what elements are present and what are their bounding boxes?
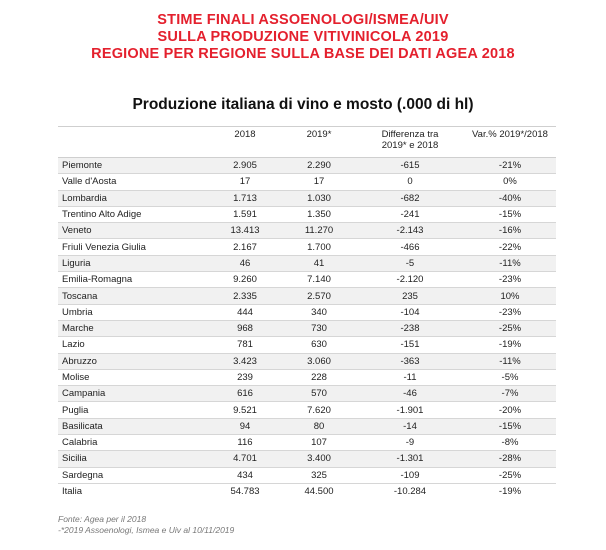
value-2019-cell: 17 [282,174,356,190]
value-2019-cell: 570 [282,386,356,402]
table-row [58,418,556,434]
table-row [58,158,556,174]
value-2019-cell: 2.570 [282,288,356,304]
value-2018-cell: 2.905 [208,158,282,174]
value-2019-cell: 3.400 [282,451,356,467]
variation-cell: -19% [464,483,556,499]
difference-cell: -466 [356,239,464,255]
difference-cell: -1.301 [356,451,464,467]
column-header-region [58,127,208,158]
table-row [58,386,556,402]
table-row [58,223,556,239]
value-2018-cell: 2.335 [208,288,282,304]
table-row [58,239,556,255]
variation-cell: -5% [464,369,556,385]
difference-cell: -2.120 [356,272,464,288]
region-cell: Molise [58,369,208,385]
value-2018-cell: 17 [208,174,282,190]
value-2018-cell: 94 [208,418,282,434]
region-cell: Veneto [58,223,208,239]
value-2018-cell: 781 [208,337,282,353]
region-cell: Piemonte [58,158,208,174]
difference-cell: -1.901 [356,402,464,418]
table-row [58,402,556,418]
difference-cell: -14 [356,418,464,434]
difference-cell: -46 [356,386,464,402]
value-2019-cell: 1.350 [282,206,356,222]
variation-cell: -40% [464,190,556,206]
region-cell: Emilia-Romagna [58,272,208,288]
value-2018-cell: 9.260 [208,272,282,288]
difference-cell: -104 [356,304,464,320]
value-2019-cell: 325 [282,467,356,483]
variation-cell: -20% [464,402,556,418]
variation-cell: -21% [464,158,556,174]
table-row [58,320,556,336]
table-row [58,353,556,369]
value-2019-cell: 730 [282,320,356,336]
value-2019-cell: 11.270 [282,223,356,239]
value-2018-cell: 444 [208,304,282,320]
value-2019-cell: 1.700 [282,239,356,255]
header-line-1: STIME FINALI ASSOENOLOGI/ISMEA/UIV [157,12,449,28]
footer-note: -*2019 Assoenologi, Ismea e Uiv al 10/11/2019 [58,524,235,535]
value-2019-cell: 44.500 [282,483,356,499]
difference-cell: -9 [356,435,464,451]
region-cell: Valle d'Aosta [58,174,208,190]
variation-cell: 0% [464,174,556,190]
value-2019-cell: 1.030 [282,190,356,206]
variation-cell: -7% [464,386,556,402]
table-row [58,190,556,206]
footer-notes [58,514,234,535]
value-2018-cell: 13.413 [208,223,282,239]
report-header [0,12,606,63]
variation-cell: 10% [464,288,556,304]
value-2018-cell: 434 [208,467,282,483]
difference-cell: -5 [356,255,464,271]
value-2018-cell: 1.591 [208,206,282,222]
table-body [58,158,556,500]
region-cell: Sardegna [58,467,208,483]
region-cell: Abruzzo [58,353,208,369]
variation-cell: -28% [464,451,556,467]
table-row [58,288,556,304]
region-cell: Basilicata [58,418,208,434]
value-2019-cell: 2.290 [282,158,356,174]
difference-cell: -10.284 [356,483,464,499]
value-2018-cell: 2.167 [208,239,282,255]
variation-cell: -23% [464,304,556,320]
difference-cell: -151 [356,337,464,353]
table-row [58,337,556,353]
region-cell: Trentino Alto Adige [58,206,208,222]
region-cell: Liguria [58,255,208,271]
table-row-total [58,483,556,499]
region-cell: Lombardia [58,190,208,206]
difference-cell: -238 [356,320,464,336]
value-2018-cell: 54.783 [208,483,282,499]
value-2019-cell: 630 [282,337,356,353]
column-header-variation: Var.% 2019*/2018 [464,127,556,158]
region-cell: Toscana [58,288,208,304]
region-cell: Puglia [58,402,208,418]
region-cell: Lazio [58,337,208,353]
table-row [58,174,556,190]
difference-cell: -109 [356,467,464,483]
table-row [58,255,556,271]
value-2019-cell: 107 [282,435,356,451]
value-2019-cell: 228 [282,369,356,385]
difference-cell: -363 [356,353,464,369]
value-2019-cell: 41 [282,255,356,271]
variation-cell: -11% [464,255,556,271]
region-cell: Umbria [58,304,208,320]
table-row [58,206,556,222]
value-2018-cell: 239 [208,369,282,385]
value-2019-cell: 7.620 [282,402,356,418]
value-2018-cell: 116 [208,435,282,451]
table-row [58,451,556,467]
column-header-2019: 2019* [282,127,356,158]
production-table [58,126,556,499]
table-row [58,435,556,451]
difference-cell: -2.143 [356,223,464,239]
value-2018-cell: 1.713 [208,190,282,206]
table-row [58,369,556,385]
table-row [58,272,556,288]
region-cell: Sicilia [58,451,208,467]
value-2018-cell: 3.423 [208,353,282,369]
value-2019-cell: 80 [282,418,356,434]
variation-cell: -25% [464,467,556,483]
difference-cell: -11 [356,369,464,385]
variation-cell: -15% [464,206,556,222]
variation-cell: -16% [464,223,556,239]
value-2018-cell: 9.521 [208,402,282,418]
variation-cell: -22% [464,239,556,255]
table-row [58,467,556,483]
column-header-2018: 2018 [208,127,282,158]
difference-cell: -682 [356,190,464,206]
value-2018-cell: 46 [208,255,282,271]
header-line-2: SULLA PRODUZIONE VITIVINICOLA 2019 [157,29,449,45]
value-2019-cell: 3.060 [282,353,356,369]
table-header-row [58,127,556,158]
region-cell: Campania [58,386,208,402]
difference-cell: -615 [356,158,464,174]
table-title: Produzione italiana di vino e mosto (.000 di hl) [132,96,474,113]
variation-cell: -8% [464,435,556,451]
variation-cell: -19% [464,337,556,353]
variation-cell: -11% [464,353,556,369]
header-line-3: REGIONE PER REGIONE SULLA BASE DEI DATI AGEA 2018 [91,46,515,62]
variation-cell: -23% [464,272,556,288]
difference-cell: -241 [356,206,464,222]
variation-cell: -25% [464,320,556,336]
column-header-difference: Differenza tra 2019* e 2018 [356,127,464,158]
variation-cell: -15% [464,418,556,434]
region-cell: Italia [58,483,208,499]
difference-cell: 235 [356,288,464,304]
value-2019-cell: 7.140 [282,272,356,288]
value-2018-cell: 968 [208,320,282,336]
table-row [58,304,556,320]
region-cell: Calabria [58,435,208,451]
difference-cell: 0 [356,174,464,190]
value-2018-cell: 616 [208,386,282,402]
region-cell: Friuli Venezia Giulia [58,239,208,255]
value-2019-cell: 340 [282,304,356,320]
footer-source: Fonte: Agea per il 2018 [58,514,147,524]
region-cell: Marche [58,320,208,336]
value-2018-cell: 4.701 [208,451,282,467]
